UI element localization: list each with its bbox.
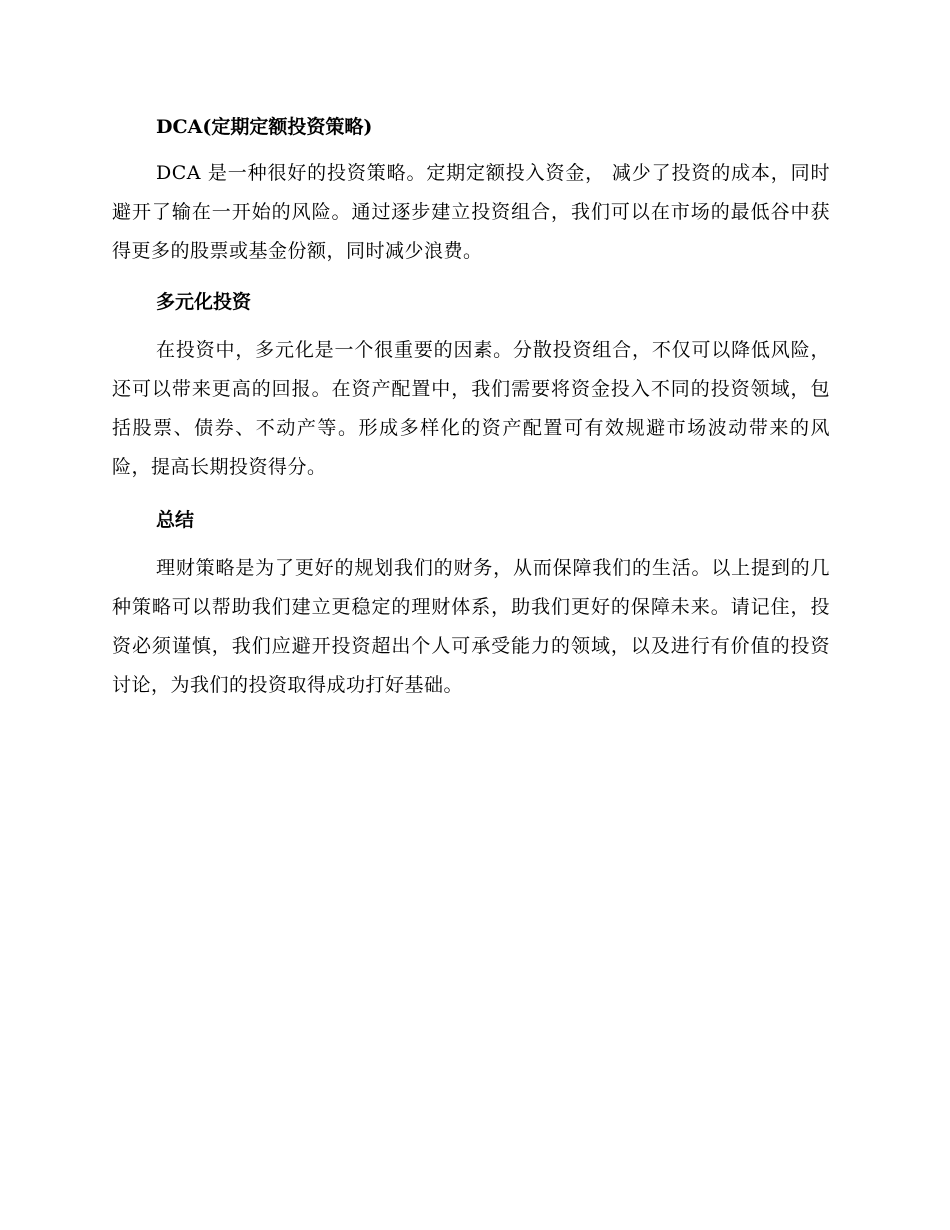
section-paragraph-summary: 理财策略是为了更好的规划我们的财务，从而保障我们的生活。以上提到的几种策略可以帮助我们建立更稳定的理财体系，助我们更好的保障未来。请记住，投资必须谨慎，我们应避开投资超出个人可承受能力的领域，以及进行有价值的投资讨论，为我们的投资取得成功打好基础。 — [112, 557, 830, 696]
section-heading-summary: 总结 — [156, 509, 195, 531]
section-heading-diversification: 多元化投资 — [156, 291, 252, 313]
section-heading-dca: DCA(定期定额投资策略) — [156, 116, 373, 138]
section-paragraph-dca: DCA 是一种很好的投资策略。定期定额投入资金， 减少了投资的成本，同时避开了输在一开始的风险。通过逐步建立投资组合，我们可以在市场的最低谷中获得更多的股票或基金份额，同时减少浪费。 — [112, 162, 830, 262]
section-paragraph-diversification: 在投资中，多元化是一个很重要的因素。分散投资组合，不仅可以降低风险，还可以带来更高的回报。在资产配置中，我们需要将资金投入不同的投资领域，包括股票、债券、不动产等。形成多样化的资产配置可有效规避市场波动带来的风险，提高长期投资得分。 — [112, 339, 830, 478]
